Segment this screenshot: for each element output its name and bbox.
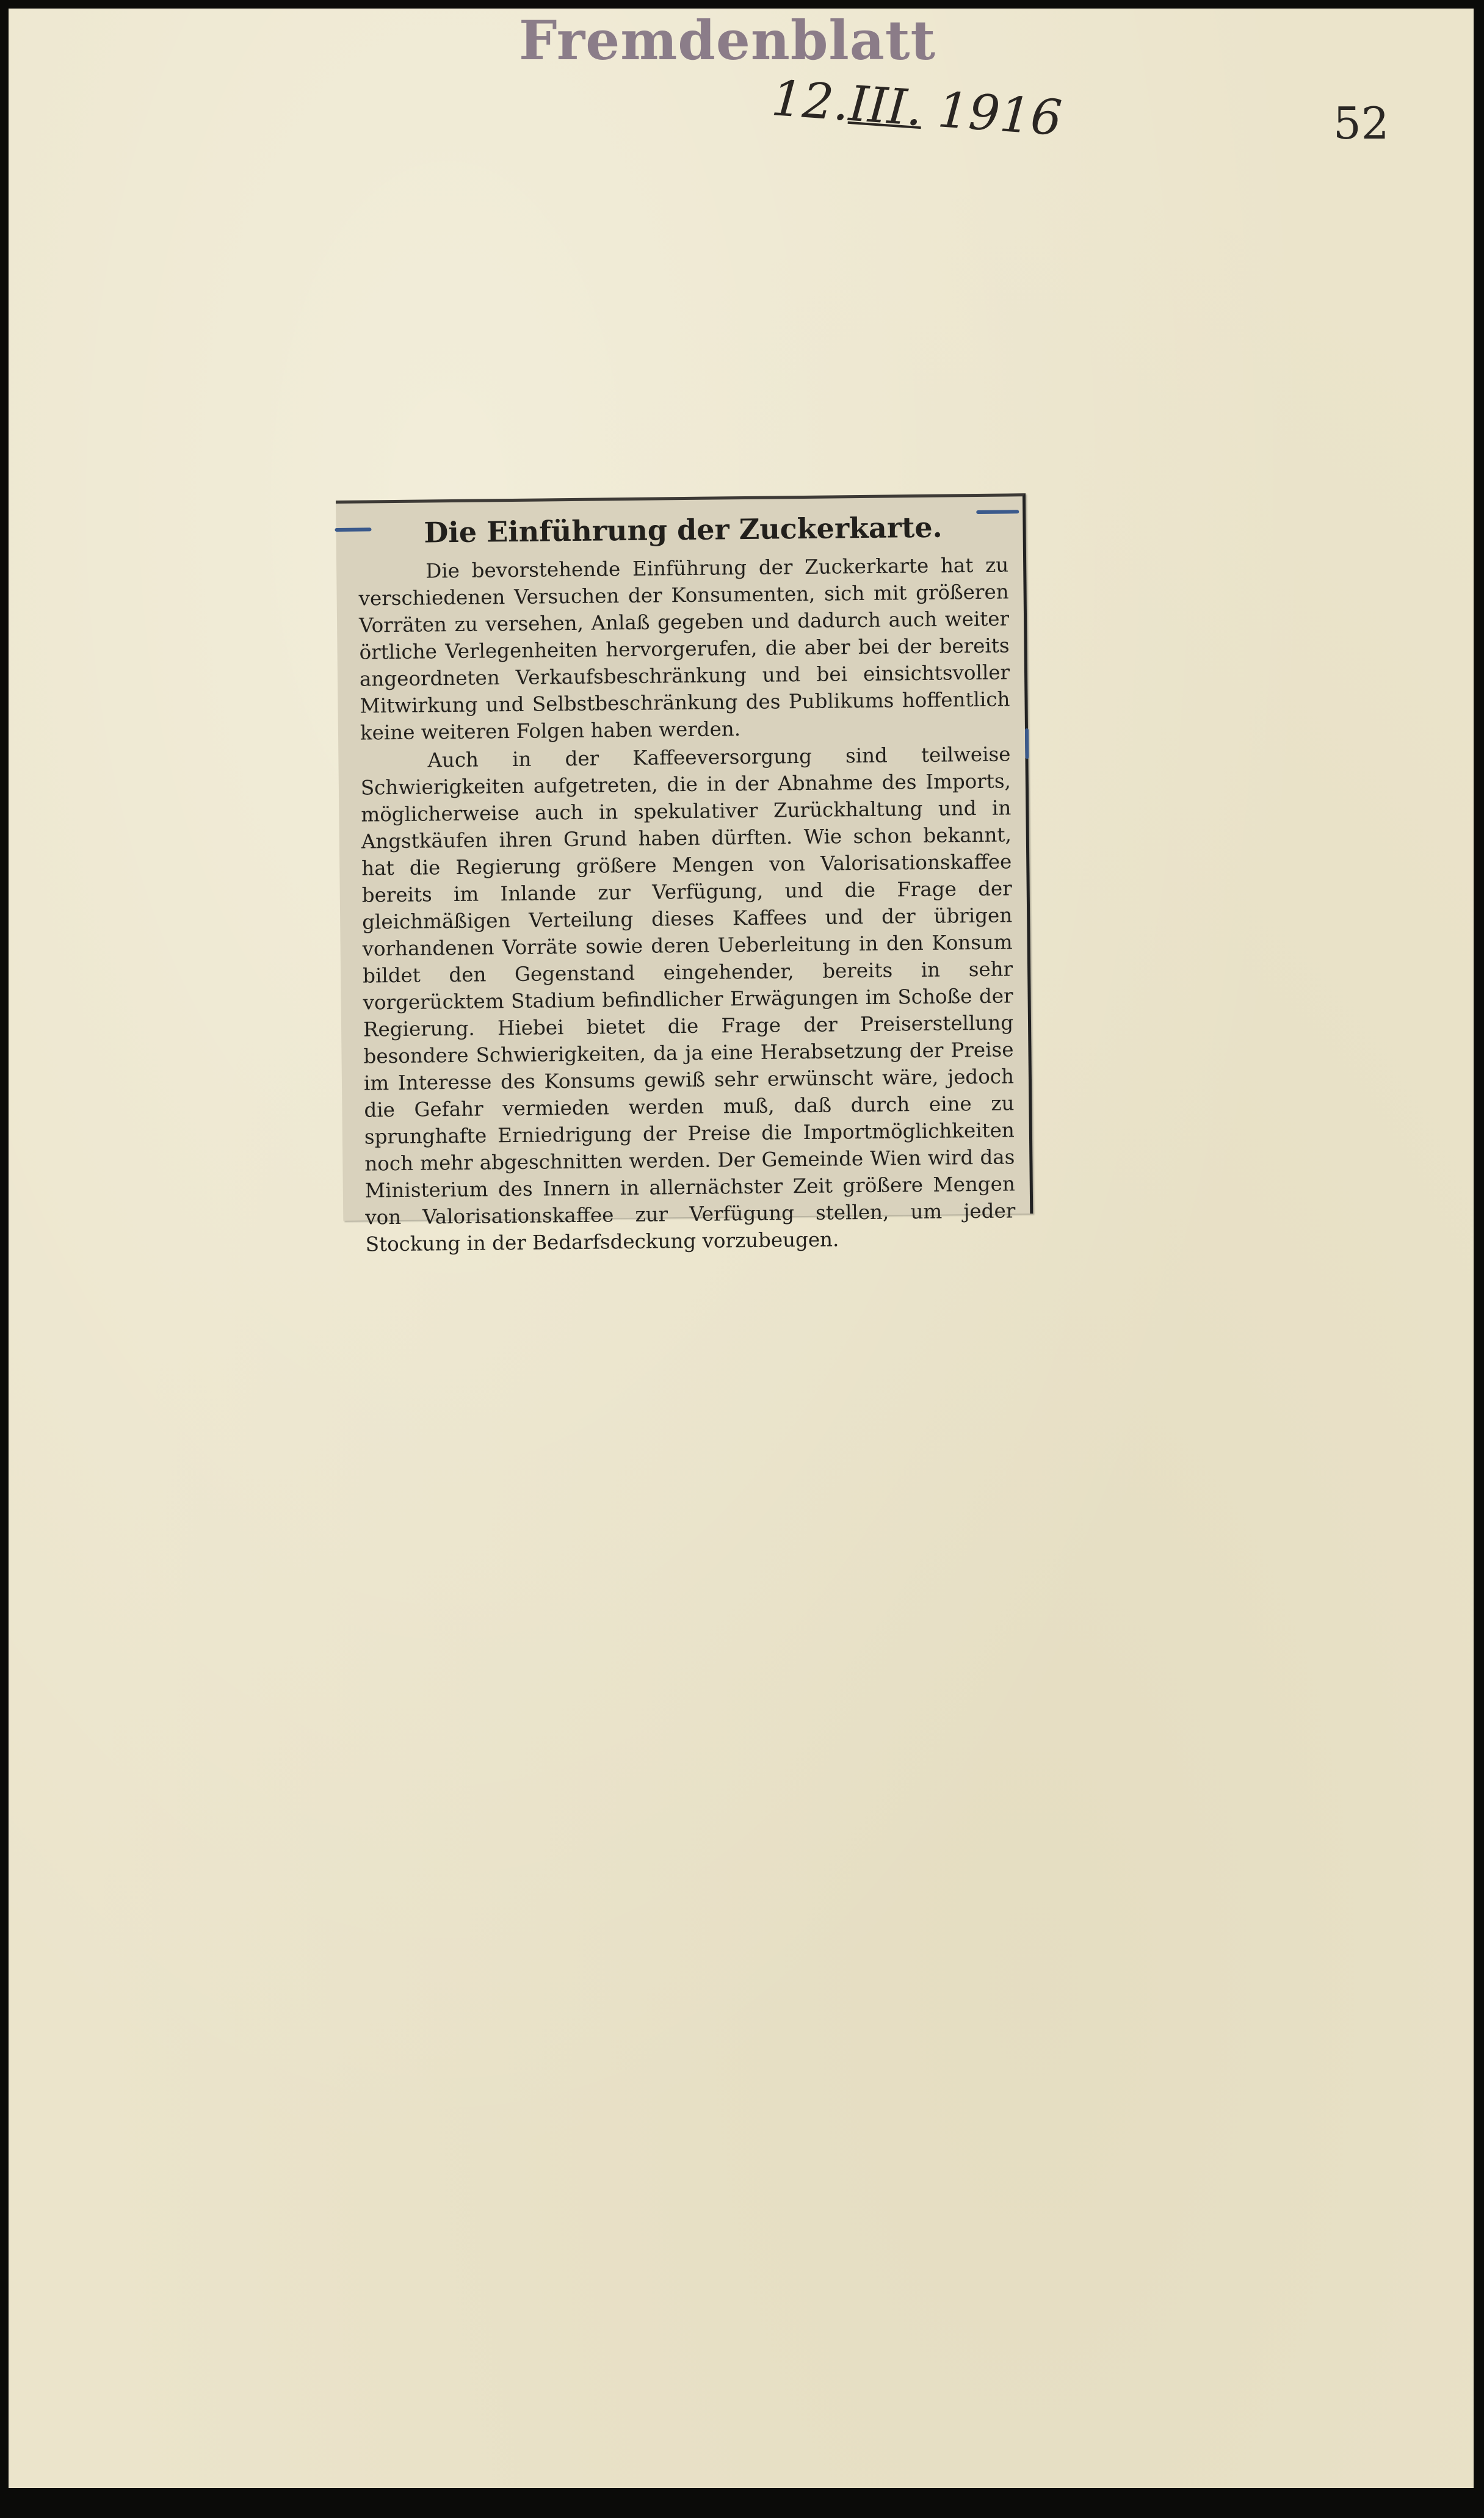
- date-month: III.: [847, 74, 925, 137]
- handwritten-date: [770, 70, 1064, 147]
- article-headline: Die Einführung der Zuckerkarte.: [424, 510, 943, 549]
- blue-pencil-mark: [1025, 728, 1029, 759]
- newspaper-clipping: [336, 493, 1033, 1256]
- archive-sheet: [9, 9, 1474, 2488]
- date-year: 1916: [935, 81, 1064, 147]
- newspaper-stamp: Fremdenblatt: [519, 9, 936, 72]
- date-day: 12.: [769, 70, 852, 132]
- blue-pencil-mark: [976, 510, 1019, 514]
- blue-pencil-mark: [335, 527, 371, 532]
- article-paragraph: Auch in der Kaffeeversorgung sind teilweise Schwierigkeiten aufgetreten, die in der Abnahme des Imports, möglicherweise auch in spekulativer Zurückhaltung und in Angstkäufen ihren Grund haben dürften. Wie schon bekannt, hat die Regierung größere Mengen von Valorisationskaffee bereits im Inlande zur Verfügung, und die Frage der gleichmäßigen Verteilung dieses Kaffees und der übrigen vorhandenen Vorräte sowie deren Ueberleitung in den Konsum bildet den Gegenstand eingehender, bereits in sehr vorgerücktem Stadium befindlicher Erwägungen im Schoße der Regierung. Hiebei bietet die Frage der Preiserstellung besondere Schwierigkeiten, da ja eine Herabsetzung der Preise im Interesse des Konsums gewiß sehr erwünscht wäre, jedoch die Gefahr vermieden werden muß, daß durch eine zu sprunghafte Erniedrigung der Preise die Importmöglichkeiten noch mehr abgeschnitten werden. Der Gemeinde Wien wird das Ministerium des Innern in allernächster Zeit größere Mengen von Valorisationskaffee zur Verfügung stellen, um jeder Stockung in der Bedarfsdeckung vorzubeugen.: [360, 742, 1016, 1256]
- page-number: 52: [1333, 98, 1389, 149]
- article-paragraph: Die bevorstehende Einführung der Zuckerkarte hat zu verschiedenen Versuchen der Konsumenten, sich mit größeren Vorräten zu versehen, Anlaß gegeben und dadurch auch weiter örtliche Verlegenheiten hervorgerufen, die aber bei der bereits angeordneten Verkaufsbeschränkung und bei einsichtsvoller Mitwirkung und Selbstbeschränkung des Publikums hoffentlich keine weiteren Folgen haben werden.: [358, 553, 1010, 745]
